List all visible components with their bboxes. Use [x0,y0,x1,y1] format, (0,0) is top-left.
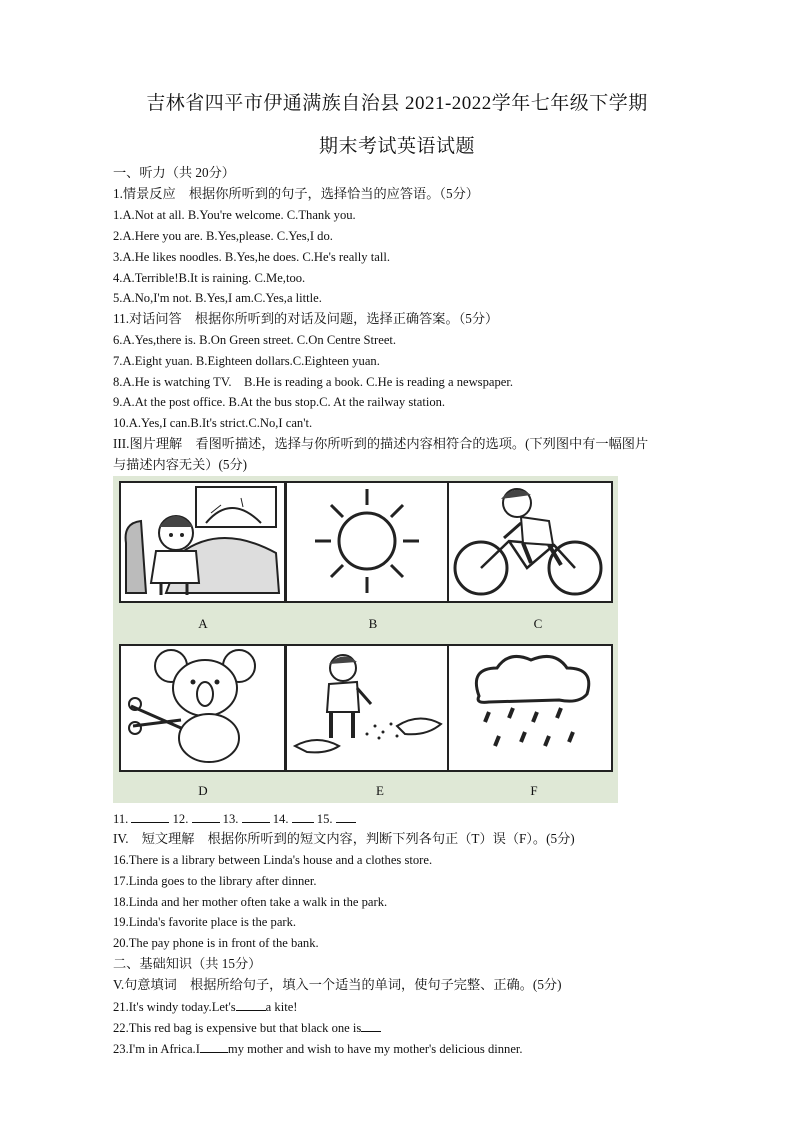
question-18: 18.Linda and her mother often take a walk in the park. [113,895,388,909]
caption-a: A [198,616,208,631]
picture-d [119,644,286,772]
question-2: 2.A.Here you are. B.Yes,please. C.Yes,I do. [113,229,333,243]
question-22-text: 22.This red bag is expensive but that black one is [113,1021,362,1035]
question-5: 5.A.No,I'm not. B.Yes,I am.C.Yes,a little. [113,291,322,305]
question-1: 1.A.Not at all. B.You're welcome. C.Thank you. [113,208,356,222]
question-7: 7.A.Eight yuan. B.Eighteen dollars.C.Eighteen yuan. [113,354,380,368]
part-3-heading-a: III.图片理解 看图听描述，选择与你所听到的描述内容相符合的选项。(下列图中有一幅图片 [113,436,649,451]
question-9: 9.A.At the post office. B.At the bus stop.C. At the railway station. [113,395,446,409]
answer-blank-13[interactable] [242,810,270,823]
question-6: 6.A.Yes,there is. B.On Green street. C.On Centre Street. [113,333,397,347]
answer-blank-15[interactable] [336,810,356,823]
answer-blank-14[interactable] [292,810,314,823]
caption-d: D [198,783,208,798]
part-5-heading: V.句意填词 根据所给句子，填入一个适当的单词，使句子完整、正确。(5分) [113,977,562,992]
koala-with-scissors-icon [121,646,283,769]
title-line-1: 吉林省四平市伊通满族自治县 2021-2022学年七年级下学期 [146,93,648,114]
title-line-2: 期末考试英语试题 [318,136,475,157]
question-16: 16.There is a library between Linda's house and a clothes store. [113,853,433,867]
picture-c [447,481,613,603]
question-19: 19.Linda's favorite place is the park. [113,915,297,929]
question-22 [113,1019,381,1036]
question-21-start: 21.It's windy today.Let's [113,1000,236,1014]
picture-b [285,481,449,603]
caption-e: E [376,783,384,798]
picture-panel [113,476,618,803]
section-basics: 二、基础知识（共 15分） [113,956,262,971]
question-4: 4.A.Terrible!B.It is raining. C.Me,too. [113,271,306,285]
fill-blank-22[interactable] [361,1019,381,1032]
picture-a [119,481,286,603]
part-1-heading: 1.情景反应 根据你所听到的句子，选择恰当的应答语。（5分） [113,186,479,201]
answer-blanks-line [113,810,356,827]
question-23-start: 23.I'm in Africa.I [113,1042,200,1056]
part-4-heading: IV. 短文理解 根据你所听到的短文内容，判断下列各句正（T）误（F）。(5分) [113,831,575,846]
part-2-heading: 11.对话问答 根据你所听到的对话及问题，选择正确答案。（5分） [113,311,499,326]
question-21-end: a kite! [265,1000,298,1014]
blank-label-15: 15. [316,812,333,826]
rain-cloud-icon [449,646,610,769]
fill-blank-21[interactable] [236,998,266,1011]
part-3-heading-b: 与描述内容无关）(5分) [113,457,248,472]
boy-feeding-chickens-icon [287,646,446,769]
picture-f [447,644,613,772]
picture-e [285,644,449,772]
caption-c: C [533,616,543,631]
boy-in-bed-icon [121,483,283,600]
question-23-end: my mother and wish to have my mother's delicious dinner. [227,1042,523,1056]
answer-blank-11[interactable] [131,810,169,823]
blank-label-14: 14. [272,812,289,826]
blank-label-13: 13. [222,812,239,826]
question-17: 17.Linda goes to the library after dinner. [113,874,317,888]
fill-blank-23[interactable] [200,1040,228,1053]
answer-blank-12[interactable] [192,810,220,823]
question-20: 20.The pay phone is in front of the bank. [113,936,319,950]
question-3: 3.A.He likes noodles. B.Yes,he does. C.He's really tall. [113,250,390,264]
question-10: 10.A.Yes,I can.B.It's strict.C.No,I can't. [113,416,313,430]
caption-b: B [368,616,378,631]
sun-icon [287,483,446,600]
question-8: 8.A.He is watching TV. B.He is reading a book. C.He is reading a newspaper. [113,375,514,389]
boy-riding-bike-icon [449,483,610,600]
question-23 [113,1040,523,1057]
section-listening: 一、听力（共 20分） [113,165,235,180]
blank-label-11: 11. [113,812,129,826]
caption-f: F [530,783,538,798]
question-21 [113,998,297,1015]
blank-label-12: 12. [172,812,189,826]
